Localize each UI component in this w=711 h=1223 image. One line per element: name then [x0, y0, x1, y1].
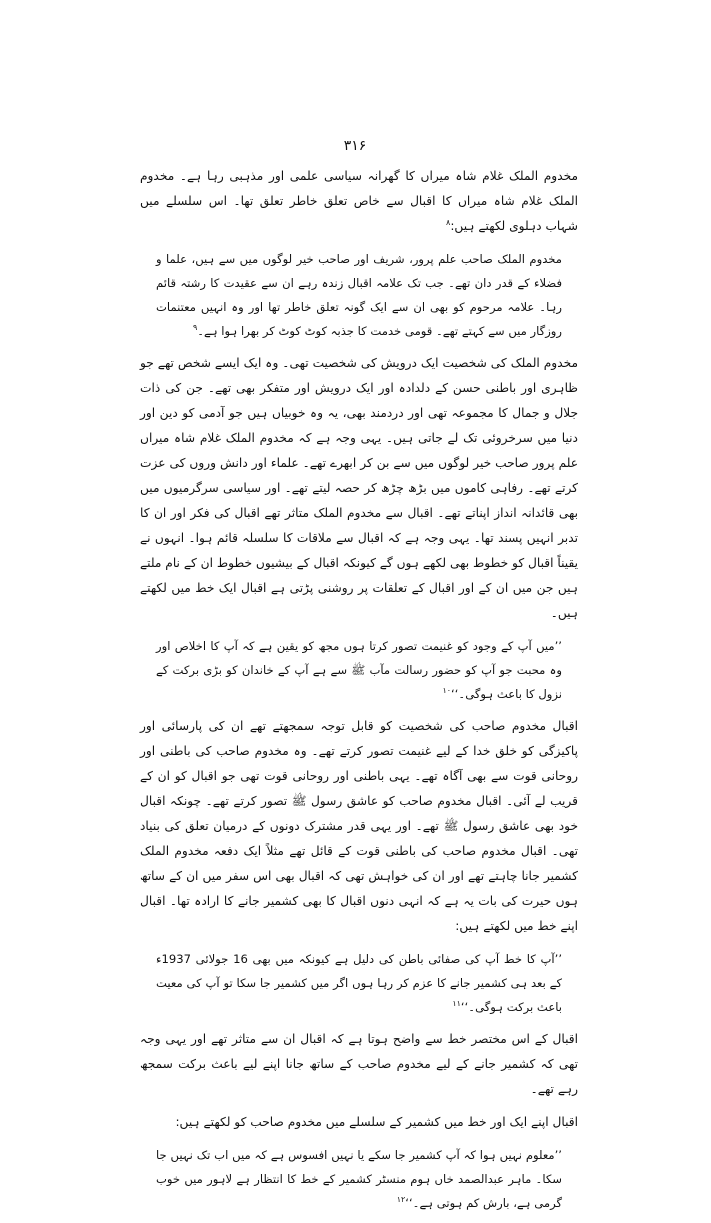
quote-shahab-dehlvi: [156, 247, 562, 343]
paragraph-text: مخدوم الملک کی شخصیت ایک درویش کی شخصیت تھی۔ وہ ایک ایسے شخص تھے جو ظاہری اور باطنی حسن کے دلدادہ اور ایک درویش اور متفکر بھی تھے۔ جن کی ذات جلال و جمال کا مجموعہ تھی اور دردمند بھی، یہ وہ خوبیاں ہیں جو آدمی کو دین اور دنیا میں سرخروئی تک لے جاتی ہیں۔ یہی وجہ ہے کہ مخدوم الملک غلام شاہ میراں علم پرور صاحب خیر لوگوں میں سے بن کر ابھرے تھے۔ علماء اور دانش وروں کی عزت کرتے تھے۔ رفاہی کاموں میں بڑھ چڑھ کر حصہ لیتے تھے۔ اور سیاسی سرگرمیوں میں بھی قائدانہ انداز اپناتے تھے۔ اقبال سے مخدوم الملک متاثر تھے اقبال کی فکر اور ان کا تدبر انہیں پسند تھا۔ یہی وجہ ہے کہ اقبال سے ملاقات کا سلسلہ قائم ہوا۔ انہوں نے یقیناً اقبال کو خطوط بھی لکھے ہوں گے کیونکہ اقبال کے بیشیوں خطوط ان کے نام ملتے ہیں جن میں ان کے اور اقبال کے تعلقات پر روشنی پڑتی ہے اقبال ایک خط میں لکھتے ہیں۔: [140, 356, 578, 620]
quote-iqbal-letter-3: [156, 1143, 562, 1215]
paragraph-text: اقبال اپنے ایک اور خط میں کشمیر کے سلسلے میں مخدوم صاحب کو لکھتے ہیں:: [175, 1115, 578, 1129]
quote-text: مخدوم الملک صاحب علم پرور، شریف اور صاحب خیر لوگوں میں سے ہیں، علما و فضلاء کے قدر دان تھے۔ جب تک علامہ اقبال زندہ رہے ان سے عقیدت کا رشتہ قائم رہا۔ علامہ مرحوم کو بھی ان سے ایک گونہ تعلق خاطر تھا اور وہ انہیں معتنمات روزگار میں سے کہتے تھے۔ قومی خدمت کا جذبہ کوٹ کوٹ کر بھرا ہوا ہے۔: [156, 252, 562, 338]
page-number: ۳۱۶: [343, 138, 367, 154]
quote-text: ’’معلوم نہیں ہوا کہ آپ کشمیر جا سکے یا نہیں افسوس ہے کہ میں اب تک نہیں جا سکا۔ ماہر عبدالصمد خاں ہوم منسٹر کشمیر کے خط کا انتظار ہے لاہور میں خوب گرمی ہے، بارش کم ہوتی ہے۔‘‘: [156, 1148, 562, 1210]
page-body: [140, 164, 578, 1223]
quote-text: ’’آپ کا خط آپ کی صفائی باطن کی دلیل ہے کیونکہ میں بھی 16 جولائی 1937ء کے بعد ہی کشمیر جانے کا عزم کر رہا ہوں اگر میں کشمیر جا سکا تو آپ کی معیت باعث برکت ہوگی۔‘‘: [156, 952, 563, 1014]
paragraph-text: مخدوم الملک غلام شاہ میراں کا گھرانہ سیاسی علمی اور مذہبی رہا ہے۔ مخدوم الملک غلام شاہ میراں کا اقبال سے خاص تعلق خاطر تعلق تھا۔ اس سلسلے میں شہاب دہلوی لکھتے ہیں:: [140, 169, 578, 233]
paragraph-text: اقبال کے اس مختصر خط سے واضح ہوتا ہے کہ اقبال ان سے متاثر تھے اور یہی وجہ تھی کہ کشمیر جانے کے لیے مخدوم صاحب کے ساتھ جانا اپنے لیے باعث برکت سمجھ رہے تھے۔: [140, 1032, 578, 1096]
paragraph-relationship: [140, 714, 578, 939]
quote-iqbal-letter-1: [156, 634, 562, 706]
quote-iqbal-letter-2: [156, 947, 562, 1019]
footnote-ref: ۱۲: [396, 1195, 406, 1205]
paragraph-intro: [140, 164, 578, 239]
quote-text: ’’میں آپ کے وجود کو غنیمت تصور کرتا ہوں مجھ کو یقین ہے کہ آپ کا اخلاص اور وہ محبت جو آپ کو حضور رسالت مآب ﷺ سے ہے آپ کے خاندان کو بڑی برکت کے نزول کا باعث ہوگی۔‘‘: [156, 639, 562, 701]
footnote-ref: ۱۰: [442, 686, 452, 696]
footnote-ref: ۹: [192, 323, 198, 333]
paragraph-personality: [140, 351, 578, 626]
paragraph-another-letter: [140, 1110, 578, 1135]
paragraph-letter-summary: [140, 1027, 578, 1102]
footnote-ref: ۸: [446, 217, 451, 227]
footnote-ref: ۱۱: [452, 999, 461, 1009]
paragraph-text: اقبال مخدوم صاحب کی شخصیت کو قابل توجہ سمجھتے تھے ان کی پارسائی اور پاکیزگی کو خلق خدا کے لیے غنیمت تصور کرتے تھے۔ وہ مخدوم صاحب کی باطنی اور روحانی قوت سے بھی آگاہ تھے۔ یہی باطنی اور روحانی قوت تھی جو اقبال کو ان کے قریب لے آئی۔ اقبال مخدوم صاحب کو عاشق رسول ﷺ تصور کرتے تھے۔ چونکہ اقبال خود بھی عاشق رسول ﷺ تھے۔ اور یہی قدر مشترک دونوں کے درمیان تعلق کی بنیاد تھی۔ اقبال مخدوم صاحب کی باطنی قوت کے قائل تھے مثلاً ایک دفعہ مخدوم الملک کشمیر جانا چاہتے تھے اور ان کی خواہش تھی کہ اقبال بھی اس سفر میں ان کے ساتھ ہوں حیرت کی بات یہ ہے کہ انہی دنوں اقبال کا بھی کشمیر جانے کا ارادہ تھا۔ اقبال اپنے خط میں لکھتے ہیں:: [140, 719, 578, 933]
